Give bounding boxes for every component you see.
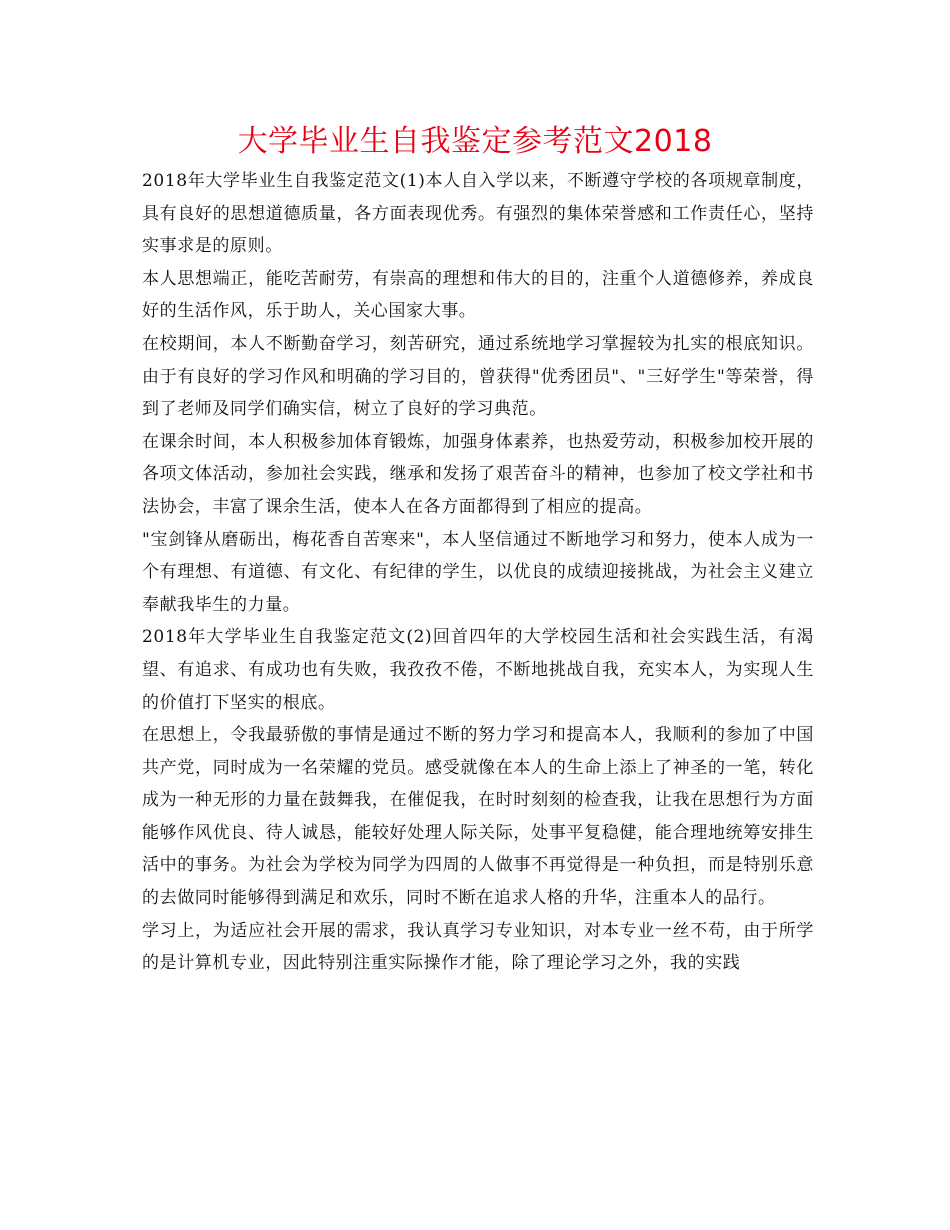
paragraph-6: 2018年大学毕业生自我鉴定范文(2)回首四年的大学校园生活和社会实践生活，有渴望、有追求、有成功也有失败，我孜孜不倦，不断地挑战自我，充实本人，为实现人生的价值打下坚实的根底。 [142, 627, 814, 713]
paragraph-1: 2018年大学毕业生自我鉴定范文(1)本人自入学以来，不断遵守学校的各项规章制度，具有良好的思想道德质量，各方面表现优秀。有强烈的集体荣誉感和工作责任心，坚持实事求是的原则。 [142, 171, 814, 257]
document-title: 大学毕业生自我鉴定参考范文2018 [237, 124, 713, 159]
document-body [142, 165, 814, 980]
paragraph-4: 在课余时间，本人积极参加体育锻炼，加强身体素养，也热爱劳动，积极参加校开展的各项文体活动，参加社会实践，继承和发扬了艰苦奋斗的精神，也参加了校文学社和书法协会，丰富了课余生活，使本人在各方面都得到了相应的提高。 [142, 431, 814, 517]
paragraph-2: 本人思想端正，能吃苦耐劳，有崇高的理想和伟大的目的，注重个人道德修养，养成良好的生活作风，乐于助人，关心国家大事。 [142, 268, 814, 322]
paragraph-8: 学习上，为适应社会开展的需求，我认真学习专业知识，对本专业一丝不苟，由于所学的是计算机专业，因此特别注重实际操作才能，除了理论学习之外，我的实践 [142, 920, 814, 974]
paragraph-7: 在思想上，令我最骄傲的事情是通过不断的努力学习和提高本人，我顺利的参加了中国共产党，同时成为一名荣耀的党员。感受就像在本人的生命上添上了神圣的一笔，转化成为一种无形的力量在鼓舞我，在催促我，在时时刻刻的检查我，让我在思想行为方面能够作风优良、待人诚恳，能较好处理人际关际，处事平复稳健，能合理地统筹安排生活中的事务。为社会为学校为同学为四周的人做事不再觉得是一种负担，而是特别乐意的去做同时能够得到满足和欢乐，同时不断在追求人格的升华，注重本人的品行。 [142, 725, 814, 909]
paragraph-3: 在校期间，本人不断勤奋学习，刻苦研究，通过系统地学习掌握较为扎实的根底知识。由于有良好的学习作风和明确的学习目的，曾获得"优秀团员"、"三好学生"等荣誉，得到了老师及同学们确实信，树立了良好的学习典范。 [142, 333, 814, 420]
paragraph-5: "宝剑锋从磨砺出，梅花香自苦寒来"，本人坚信通过不断地学习和努力，使本人成为一个有理想、有道德、有文化、有纪律的学生，以优良的成绩迎接挑战，为社会主义建立奉献我毕生的力量。 [142, 529, 814, 615]
